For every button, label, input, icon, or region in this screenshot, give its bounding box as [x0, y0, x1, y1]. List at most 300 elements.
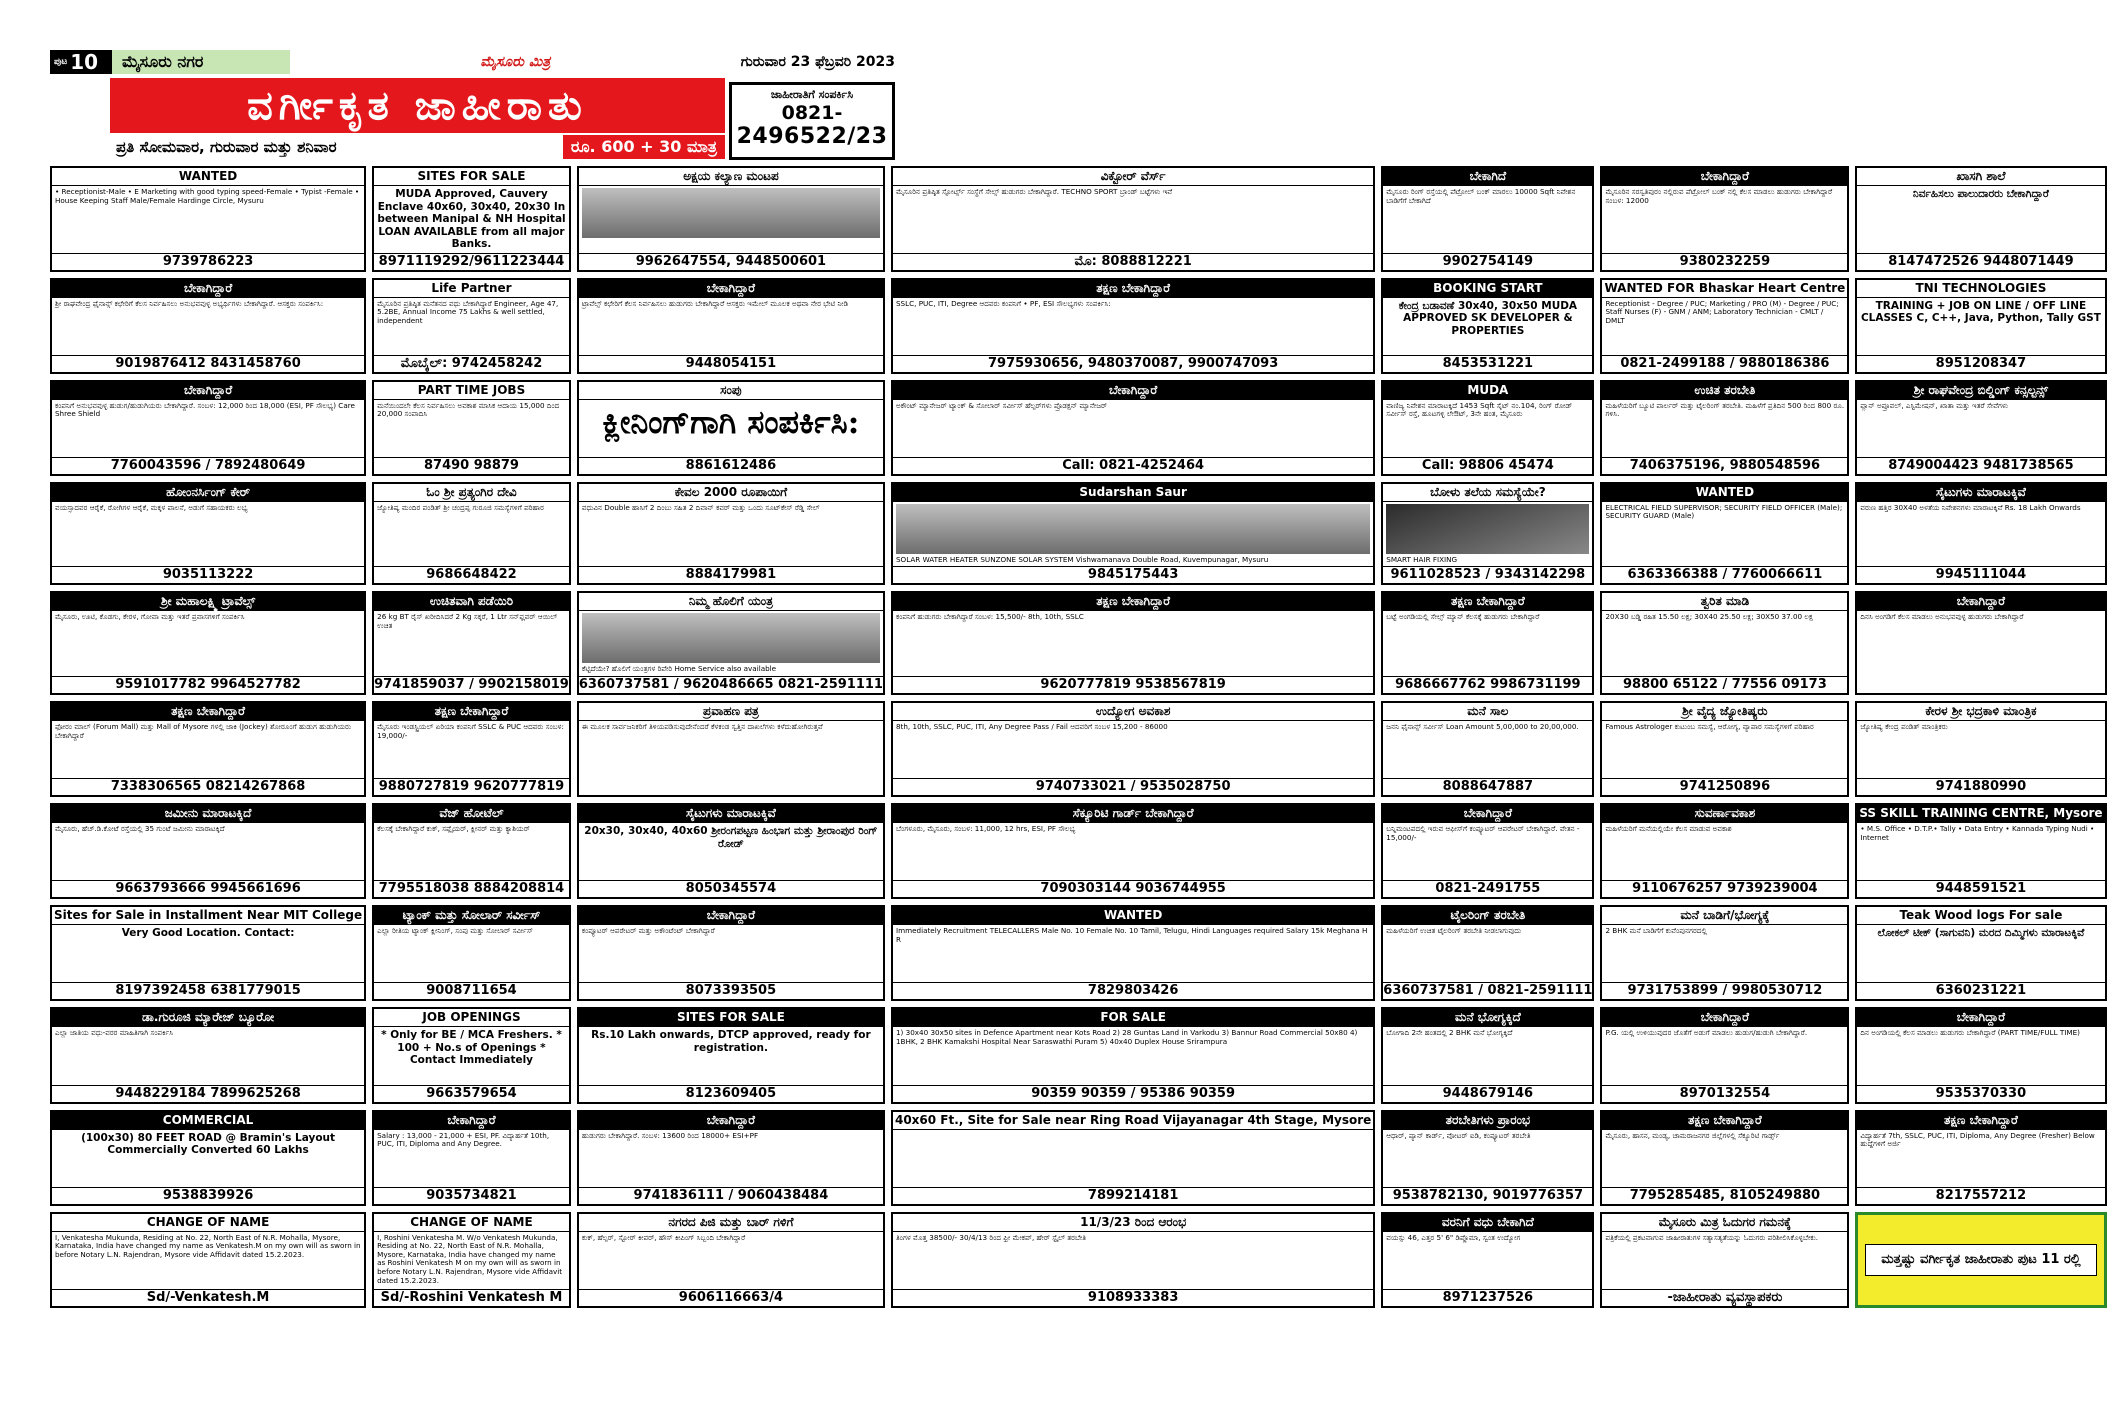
- ad-body: [893, 502, 1373, 567]
- ad-text: 2 BHK ಮನೆ ಬಾಡಿಗೆಗೆ ಕುವೆಂಪುನಗರದಲ್ಲಿ: [1605, 926, 1707, 936]
- ad-heading: BOOKING START: [1383, 280, 1592, 298]
- ad-text: ವಧುವಿನ Double ಹಾಸಿಗೆ 2 ದಿಂಬು ಸಹಿತ 2 ದಿವಾನ್ ಕವರ್ ಮತ್ತು ಒಂದು ಸೂಟ್‌ಕೇಸ್ ರೆಡ್ಡಿ ಸೇಲ್: [581, 502, 820, 512]
- classified-ad: [1381, 482, 1594, 586]
- classified-ad: [1855, 1007, 2106, 1103]
- ad-phone: 9606116663/4: [579, 1289, 883, 1306]
- classified-ad: [1855, 701, 2106, 797]
- ad-body: [1857, 925, 2104, 982]
- ad-heading: WANTED FOR Bhaskar Heart Centre: [1602, 280, 1847, 298]
- ad-heading: ಓಂ ಶ್ರೀ ಪ್ರತ್ಯಂಗಿರ ದೇವಿ: [374, 484, 569, 502]
- ad-text: P.G. ಯಲ್ಲಿ ಉಳಿಯುವುದರ ಜೊತೆಗೆ ಅಡುಗೆ ಮಾಡಲು ಹುಡುಗ/ಹುಡುಗಿ ಬೇಕಾಗಿದ್ದಾರೆ.: [1605, 1028, 1808, 1038]
- ad-phone: 9741880990: [1857, 778, 2104, 795]
- ad-heading: ಕೇವಲ 2000 ರೂಪಾಯಿಗೆ: [579, 484, 883, 502]
- ad-body: [1857, 721, 2104, 778]
- classified-ad: [1381, 905, 1594, 1001]
- ad-body: [893, 925, 1373, 982]
- ad-text: ELECTRICAL FIELD SUPERVISOR; SECURITY FIELD OFFICER (Male); SECURITY GUARD (Male): [1605, 502, 1843, 521]
- ad-phone: 7795285485, 8105249880: [1602, 1187, 1847, 1204]
- masthead-logo: ಮೈಸೂರು ಮಿತ್ರ: [480, 54, 551, 70]
- ad-phone: 9110676257 9739239004: [1602, 880, 1847, 897]
- classified-ad: [1600, 591, 1849, 695]
- classified-ad: [50, 803, 366, 899]
- ad-heading: ಬೋಳು ತಲೆಯ ಸಮಸ್ಯೆಯೇ?: [1383, 484, 1592, 502]
- classified-ad: [1855, 380, 2106, 476]
- classified-ad: [891, 591, 1375, 695]
- ad-body: [893, 400, 1373, 457]
- ad-text: ಪತ್ರಿಕೆಯಲ್ಲಿ ಪ್ರಕಟವಾಗುವ ಜಾಹೀರಾತುಗಳ ಸತ್ಯಾಸತ್ಯತೆಯನ್ನು ಓದುಗರು ಪರಿಶೀಲಿಸಿಕೊಳ್ಳಬೇಕು.: [1605, 1232, 1819, 1242]
- ad-text: ತಿಂಗಳ ಮೊತ್ತ 38500/- 30/4/13 ರಿಂದ ಫ್ರೀ ಮೇಕಪ್, ಹೇರ್ ಸ್ಟೈಲ್ ತರಬೇತಿ: [895, 1232, 1087, 1242]
- ad-text: ಮೈಸೂರಿನ ಸರಸ್ವತಿಪುರಂ ನಲ್ಲಿರುವ ಪೆಟ್ರೋಲ್ ಬಂಕ್ ನಲ್ಲಿ ಕೆಲಸ ಮಾಡಲು ಹುಡುಗರು ಬೇಕಾಗಿದ್ದಾರೆ ಸಂಬಳ: 12000: [1605, 187, 1833, 205]
- ad-phone: 8971237526: [1383, 1289, 1592, 1306]
- ad-phone: 8749004423 9481738565: [1857, 457, 2104, 474]
- ad-text: ಬಟ್ಟೆ ಅಂಗಡಿಯಲ್ಲಿ ಸೇಲ್ಸ್ ಮ್ಯಾನ್ ಕೆಲಸಕ್ಕೆ ಹುಡುಗರು ಬೇಕಾಗಿದ್ದಾರೆ: [1386, 612, 1540, 622]
- ad-text: I, Venkatesha Mukunda, Residing at No. 22, North East of N.R. Mohalla, Mysore, Karnataka, India have changed my name as Venkatesh.M on my own will as sworn in before Notary L.N. Rajendran, Mysore vide Affidavit dated 15.2.2023.: [55, 1232, 361, 1259]
- ad-phone: 8970132554: [1602, 1085, 1847, 1102]
- ad-phone: 8073393505: [579, 982, 883, 999]
- classified-ad: [1381, 803, 1594, 899]
- ad-heading: ವರನಿಗೆ ವಧು ಬೇಕಾಗಿದೆ: [1383, 1214, 1592, 1232]
- classified-ad: [577, 905, 885, 1001]
- ad-body: [1602, 186, 1847, 253]
- contact-number: 2496522/23: [736, 124, 888, 149]
- ad-body: [893, 186, 1373, 253]
- ad-text: ಈ ಮೂಲಕ ಸಾರ್ವಜನಿಕರಿಗೆ ತಿಳಿಯಪಡಿಸುವುದೇನೆಂದರೆ ಕೆಳಕಂಡ ಸ್ವತ್ತಿನ ದಾಖಲೆಗಳು ಕಳೆದುಹೋಗಿರುತ್ತವೆ: [581, 721, 823, 731]
- ad-text: ಹುಡುಗರು ಬೇಕಾಗಿದ್ದಾರೆ. ಸಂಬಳ: 13600 ರಿಂದ 18000+ ESI+PF: [581, 1130, 759, 1140]
- ad-photo: [582, 613, 880, 663]
- ad-phone: 9591017782 9964527782: [52, 676, 364, 693]
- classified-ad: [50, 905, 366, 1001]
- classified-ad: [1600, 1110, 1849, 1206]
- ad-heading: SITES FOR SALE: [374, 168, 569, 186]
- ad-heading: ಸುವರ್ಣಾವಕಾಶ: [1602, 805, 1847, 823]
- ad-text: ಬೆಂಗಳೂರು, ಮೈಸೂರು, ಸಂಬಳ: 11,000, 12 hrs, ESI, PF ಸೌಲಭ್ಯ: [895, 824, 1076, 834]
- ad-heading: ಮನೆ ಭೋಗ್ಯಕ್ಕಿದೆ: [1383, 1009, 1592, 1027]
- ad-text: ಜ್ಯೋತಿಷ್ಯ ಕೇಂದ್ರ ಪಂಡಿತ್ ಮಾಂತ್ರಿಕರು: [1860, 721, 1948, 731]
- ad-phone: 7975930656, 9480370087, 9900747093: [893, 355, 1373, 372]
- classified-ad: [1855, 278, 2106, 374]
- ad-body: [579, 1232, 883, 1289]
- classified-ad: [891, 380, 1375, 476]
- classified-ad: [50, 1110, 366, 1206]
- ad-body: [374, 925, 569, 982]
- ad-text: ಮೈಸೂರು ಇಂಡಸ್ಟ್ರಿಯಲ್ ಏರಿಯಾ ಕಂಪನಿಗೆ SSLC & PUC ಆದವರು ಸಂಬಳ: 19,000/-: [377, 721, 564, 740]
- ad-heading: ಸಂಪು: [579, 382, 883, 400]
- classified-ad: [1855, 905, 2106, 1001]
- ad-text: ದಿನ ಅಂಗಡಿಯಲ್ಲಿ ಕೆಲಸ ಮಾಡಲು ಹುಡುಗರು ಬೇಕಾಗಿದ್ದಾರೆ (PART TIME/FULL TIME): [1860, 1028, 2080, 1038]
- ad-text: ಮೈಸೂರಿನ ಪ್ರತಿಷ್ಠಿತ ಮನೆತನದ ವಧು ಬೇಕಾಗಿದ್ದಾರೆ Engineer, Age 47, 5.2BE, Annual Income 75 Lakhs & well settled, independent: [377, 298, 559, 325]
- ad-text: ಕಂಪನಿಗೆ ಅನುಭವವುಳ್ಳ ಹುಡುಗ/ಹುಡುಗಿಯರು ಬೇಕಾಗಿದ್ದಾರೆ. ಸಂಬಳ: 12,000 ರಿಂದ 18,000 (ESI, PF ಸೌಲಭ್ಯ) Care Shree Shield: [55, 400, 355, 419]
- ad-text: ವರುಣ ಹತ್ತಿರ 30X40 ಅಳತೆಯ ನಿವೇಶನಗಳು ಮಾರಾಟಕ್ಕಿವೆ Rs. 18 Lakh Onwards: [1860, 502, 2081, 512]
- ad-heading: ಬೇಕಾಗಿದ್ದಾರೆ: [1602, 168, 1847, 186]
- ad-heading: TNI TECHNOLOGIES: [1857, 280, 2104, 298]
- classified-ad: [1381, 278, 1594, 374]
- ad-text: ಕಂಪನಿಗೆ ಹುಡುಗರು ಬೇಕಾಗಿದ್ದಾರೆ ಸಂಬಳ: 15,500/- 8th, 10th, SSLC: [895, 612, 1084, 622]
- classified-ad: [50, 1007, 366, 1103]
- ad-text: ಮೈಸೂರು, ಹೆಚ್.ಡಿ.ಕೋಟೆ ರಸ್ತೆಯಲ್ಲಿ 35 ಗುಂಟೆ ಜಮೀನು ಮಾರಾಟಕ್ಕಿದೆ: [55, 824, 225, 834]
- ad-heading: ಖಾಸಗಿ ಶಾಲೆ: [1857, 168, 2104, 186]
- ad-body: [374, 400, 569, 457]
- classified-ad: [1600, 1212, 1849, 1308]
- page-number: 10: [70, 50, 99, 74]
- ad-heading: ಬೇಕಾಗಿದ್ದಾರೆ: [579, 907, 883, 925]
- ad-phone: 8861612486: [579, 457, 883, 474]
- ad-body: [1857, 186, 2104, 253]
- ad-body: [1383, 611, 1592, 676]
- ad-phone: 87490 98879: [374, 457, 569, 474]
- ad-body: [1602, 721, 1847, 778]
- ad-body: [52, 400, 364, 457]
- ad-heading: FOR SALE: [893, 1009, 1373, 1027]
- ad-heading: ಉಚಿತವಾಗಿ ಪಡೆಯಿರಿ: [374, 593, 569, 611]
- ad-phone: 6360231221: [1857, 982, 2104, 999]
- ad-phone: 8971119292/9611223444: [374, 253, 569, 270]
- ad-text: * Only for BE / MCA Freshers. * 100 + No.s of Openings * Contact Immediately: [381, 1029, 562, 1067]
- ad-text: ಮೈಸೂರು, ಹಾಸನ, ಮಂಡ್ಯ, ಚಾಮರಾಜನಗರ ಜಿಲ್ಲೆಗಳಲ್ಲಿ ಸೆಕ್ಯೂರಿಟಿ ಗಾರ್ಡ್ಸ್: [1605, 1130, 1780, 1140]
- ad-heading: ಶ್ರೀ ಮಹಾಲಕ್ಷ್ಮಿ ಟ್ರಾವೆಲ್ಸ್: [52, 593, 364, 611]
- ad-body: [579, 611, 883, 676]
- ad-heading: ಮನೆ ಬಾಡಿಗೆ/ಭೋಗ್ಯಕ್ಕೆ: [1602, 907, 1847, 925]
- classified-ad: [50, 482, 366, 586]
- ad-heading: Life Partner: [374, 280, 569, 298]
- ad-body: [1857, 1027, 2104, 1084]
- ad-phone: Call: 0821-4252464: [893, 457, 1373, 474]
- ad-heading: ಸೆಕ್ಯೂರಿಟಿ ಗಾರ್ಡ್ ಬೇಕಾಗಿದ್ದಾರೆ: [893, 805, 1373, 823]
- classified-ad: [1381, 1212, 1594, 1308]
- ad-text: 20X30 ಬಡ್ಡಿ ರಹಿತ 15.50 ಲಕ್ಷ; 30X40 25.50 ಲಕ್ಷ; 30X50 37.00 ಲಕ್ಷ: [1605, 612, 1813, 622]
- ad-text: ಜನನಿ ಫೈನಾನ್ಸ್ ಸರ್ವೀಸ್ Loan Amount 5,00,000 to 20,00,000.: [1386, 721, 1579, 731]
- classified-ad: [577, 1007, 885, 1103]
- ad-text: ಮಹಿಳೆಯರಿಗೆ ಉಚಿತ ಟೈಲರಿಂಗ್ ತರಬೇತಿ ನೀಡಲಾಗುವುದು: [1386, 926, 1522, 936]
- ad-heading: ಸೈಟುಗಳು ಮಾರಾಟಕ್ಕಿವೆ: [1857, 484, 2104, 502]
- ad-heading: ಡಾ.ಗುರೂಜಿ ಮ್ಯಾರೇಜ್ ಬ್ಯೂರೋ: [52, 1009, 364, 1027]
- ad-body: [1602, 400, 1847, 457]
- ad-phone: 6360737581 / 0821-2591111: [1383, 983, 1593, 999]
- ad-phone: 9731753899 / 9980530712: [1602, 982, 1847, 999]
- ad-heading: ಸೈಟುಗಳು ಮಾರಾಟಕ್ಕಿವೆ: [579, 805, 883, 823]
- ad-text: SOLAR WATER HEATER SUNZONE SOLAR SYSTEM Vishwamanava Double Road, Kuvempunagar, Mysuru: [895, 554, 1269, 564]
- ad-body: [1602, 298, 1847, 355]
- ad-text: ಕುಕ್, ಹೆಲ್ಪರ್, ಸ್ಟೋರ್ ಕೀಪರ್, ಹೌಸ್ ಕೀಪಿಂಗ್ ಸಿಬ್ಬಂದಿ ಬೇಕಾಗಿದ್ದಾರೆ: [581, 1232, 746, 1242]
- ad-phone: 98800 65122 / 77556 09173: [1602, 676, 1847, 693]
- ad-body: [1602, 1232, 1847, 1289]
- ad-heading: ಉದ್ಯೋಗ ಅವಕಾಶ: [893, 703, 1373, 721]
- section-banner: ವರ್ಗೀಕೃತ ಜಾಹೀರಾತು: [110, 78, 725, 133]
- ad-phone: Sd/-Roshini Venkatesh M: [374, 1289, 569, 1306]
- classified-ad: [372, 166, 571, 272]
- ad-phone: 8453531221: [1383, 355, 1592, 372]
- ad-text: ಫೋರಂ ಮಾಲ್ (Forum Mall) ಮತ್ತು Mall of Mysore ಗಳಲ್ಲಿ ಜಾಕಿ (Jockey) ಶೋರೂಂಗೆ ಹುಡುಗ ಹುಡುಗಿಯರು ಬೇಕಾಗಿದ್ದಾರೆ: [55, 721, 352, 740]
- ad-phone: Call: 98806 45474: [1383, 457, 1592, 474]
- ad-phone: 9108933383: [893, 1289, 1373, 1306]
- classified-ad: [1600, 380, 1849, 476]
- ad-text: ಕ್ಲೀನಿಂಗ್‌ಗಾಗಿ ಸಂಪರ್ಕಿಸಿ:: [602, 402, 860, 441]
- ad-heading: ಜಮೀನು ಮಾರಾಟಕ್ಕಿದೆ: [52, 805, 364, 823]
- ad-heading: Sudarshan Saur: [893, 484, 1373, 502]
- ad-body: [1383, 1027, 1592, 1084]
- ad-phone: 7795518038 8884208814: [374, 880, 569, 897]
- ad-body: [893, 721, 1373, 778]
- classified-ad: [891, 278, 1375, 374]
- classified-ad: [891, 482, 1375, 586]
- ad-body: [893, 1130, 1373, 1187]
- ad-body: [374, 611, 569, 676]
- classified-ad: [577, 380, 885, 476]
- schedule-line: [110, 135, 725, 159]
- classified-ad: [372, 1007, 571, 1103]
- ad-heading: ಬೇಕಾಗಿದ್ದಾರೆ: [52, 382, 364, 400]
- ad-text: Receptionist - Degree / PUC; Marketing / PRO (M) - Degree / PUC; Staff Nurses (F) - GNM / ANM; Laboratory Technician - CMLT / DMLT: [1605, 298, 1839, 325]
- classified-ad: [1381, 166, 1594, 272]
- ad-text: ಮೈಸೂರು ರಿಂಗ್ ರಸ್ತೆಯಲ್ಲಿ ಪೆಟ್ರೋಲ್ ಬಂಕ್ ಮಾರಲು 10000 Sqft ನಿವೇಶನ ಬಾಡಿಗೆಗೆ ಬೇಕಾಗಿದೆ: [1386, 187, 1576, 205]
- ad-heading: ಬೇಕಾಗಿದ್ದಾರೆ: [1383, 805, 1592, 823]
- ad-text: ಬನ್ನಿಮಂಟಪದಲ್ಲಿ ಇರುವ ಆಫೀಸ್‌ಗೆ ಕಂಪ್ಯೂಟರ್ ಆಪರೇಟರ್ ಬೇಕಾಗಿದ್ದಾರೆ. ವೇತನ - 15,000/-: [1386, 824, 1580, 842]
- ad-heading: ಟ್ಯಾಂಕ್ ಮತ್ತು ಸೋಲಾರ್ ಸರ್ವೀಸ್: [374, 907, 569, 925]
- ad-text: MUDA Approved, Cauvery Enclave 40x60, 30x40, 20x30 In between Manipal & NH Hospital LOAN AVAILABLE from all major Banks.: [377, 188, 566, 250]
- ad-text: ವಯಸ್ಸಾದವರ ಆರೈಕೆ, ರೋಗಿಗಳ ಆರೈಕೆ, ಮಕ್ಕಳ ಪಾಲನೆ, ಅಡುಗೆ ಸಹಾಯಕರು ಲಭ್ಯ: [55, 502, 248, 512]
- ad-phone: 9538782130, 9019776357: [1383, 1187, 1592, 1204]
- ad-body: [1602, 1130, 1847, 1187]
- ad-heading: ಮನೆ ಸಾಲ: [1383, 703, 1592, 721]
- ad-heading: WANTED: [1602, 484, 1847, 502]
- ad-heading: ಬೇಕಾಗಿದೆ: [1383, 168, 1592, 186]
- classified-ad: [50, 701, 366, 797]
- ad-body: [893, 1027, 1373, 1084]
- ad-heading: ವೆಜ್ ಹೋಟೆಲ್: [374, 805, 569, 823]
- classified-ad: [891, 1212, 1375, 1308]
- classified-ad: [372, 905, 571, 1001]
- ad-body: [579, 298, 883, 355]
- classified-ad: [372, 278, 571, 374]
- ad-body: [374, 1027, 569, 1084]
- classified-ad: [372, 701, 571, 797]
- classified-ad: [50, 166, 366, 272]
- classified-ad: [372, 482, 571, 586]
- ad-body: [579, 925, 883, 982]
- ad-text: (100x30) 80 FEET ROAD @ Bramin's Layout Commercially Converted 60 Lakhs: [81, 1131, 336, 1157]
- ad-heading: ತರಬೇತಿಗಳು ಪ್ರಾರಂಭ: [1383, 1112, 1592, 1130]
- classified-ad: [1600, 1007, 1849, 1103]
- ad-heading: COMMERCIAL: [52, 1112, 364, 1130]
- ad-heading: SS SKILL TRAINING CENTRE, Mysore: [1857, 805, 2104, 823]
- classified-ad: [1855, 1212, 2106, 1308]
- ad-body: [1383, 400, 1592, 457]
- classified-ad: [50, 380, 366, 476]
- ad-body: [1858, 1215, 2103, 1305]
- ad-heading: SITES FOR SALE: [579, 1009, 883, 1027]
- ad-phone: 7829803426: [893, 982, 1373, 999]
- classified-ad: [1600, 701, 1849, 797]
- classified-ad: [50, 278, 366, 374]
- ad-heading: ತಕ್ಷಣ ಬೇಕಾಗಿದ್ದಾರೆ: [893, 593, 1373, 611]
- classified-ad: [1600, 166, 1849, 272]
- ad-phone: 9535370330: [1857, 1085, 2104, 1102]
- ad-phone: 9902754149: [1383, 253, 1592, 270]
- ad-text: ಬೋಗಾದಿ 2ನೇ ಹಂತದಲ್ಲಿ 2 BHK ಮನೆ ಭೋಗ್ಯಕ್ಕಿದೆ: [1386, 1028, 1513, 1038]
- ad-body: [1602, 611, 1847, 676]
- ad-phone: 90359 90359 / 95386 90359: [893, 1085, 1373, 1102]
- classified-ad: [577, 482, 885, 586]
- ad-phone: 7338306565 08214267868: [52, 778, 364, 795]
- ad-text: ವಯಸ್ಸು 46, ಎತ್ತರ 5' 6" ಡಿಪ್ಲೊಮಾ, ಸ್ವಂತ ಉದ್ಯೋಗ: [1386, 1232, 1521, 1242]
- ad-photo: [1386, 504, 1589, 554]
- classified-ad: [577, 591, 885, 695]
- ad-heading: ಶ್ರೀ ರಾಘವೇಂದ್ರ ಬಿಲ್ಡಿಂಗ್ ಕನ್ಸಲ್ಟನ್ಸ್: [1857, 382, 2104, 400]
- classified-ad: [1600, 482, 1849, 586]
- ad-body: [579, 186, 883, 253]
- publish-days: ಪ್ರತಿ ಸೋಮವಾರ, ಗುರುವಾರ ಮತ್ತು ಶನಿವಾರ: [116, 138, 337, 156]
- continued-notice: ಮತ್ತಷ್ಟು ವರ್ಗೀಕೃತ ಜಾಹೀರಾತು ಪುಟ 11 ರಲ್ಲಿ: [1865, 1244, 2096, 1276]
- ad-heading: ಉಚಿತ ತರಬೇತಿ: [1602, 382, 1847, 400]
- ad-text: ಜ್ಯೋತಿಷ್ಯ ಮಂದಿರ ಪಂಡಿತ್ ಶ್ರೀ ಚಂದ್ರಪ್ಪ ಗುರೂಜಿ ಸಮಸ್ಯೆಗಳಿಗೆ ಪರಿಹಾರ: [377, 502, 544, 512]
- classified-ad: [891, 1110, 1375, 1206]
- ad-text: TRAINING + JOB ON LINE / OFF LINE CLASSES C, C++, Java, Python, Tally GST: [1860, 299, 2101, 324]
- ad-heading: ಬೇಕಾಗಿದ್ದಾರೆ: [52, 280, 364, 298]
- ad-phone: 7090303144 9036744955: [893, 880, 1373, 897]
- ad-body: [1383, 721, 1592, 778]
- ad-heading: Sites for Sale in Installment Near MIT College: [52, 907, 364, 925]
- ad-text: ವಾಣಿಜ್ಯ ನಿವೇಶನ ಮಾರಾಟಕ್ಕಿದೆ 1453 Sqft ಸೈಟ್ ನಂ.104, ರಿಂಗ್ ರೋಡ್ ಸರ್ವೀಸ್ ರಸ್ತೆ, ಹೂಟಗಳ್ಳಿ ಲೇಔಟ್, 3ನೇ ಹಂತ, ಮೈಸೂರು: [1386, 400, 1573, 419]
- ad-phone: 9008711654: [374, 982, 569, 999]
- classified-ad: [372, 1110, 571, 1206]
- ad-phone: 8884179981: [579, 566, 883, 583]
- ad-heading: PART TIME JOBS: [374, 382, 569, 400]
- ad-heading: ನಿಮ್ಮ ಹೊಲಿಗೆ ಯಂತ್ರ: [579, 593, 883, 611]
- ad-heading: ಬೇಕಾಗಿದ್ದಾರೆ: [579, 1112, 883, 1130]
- ad-phone: -ಜಾಹೀರಾತು ವ್ಯವಸ್ಥಾಪಕರು: [1602, 1289, 1847, 1306]
- classified-ad: [1855, 482, 2106, 586]
- ad-text: ಟ್ರಾವೆಲ್ಸ್ ಕಛೇರಿಗೆ ಕೆಲಸ ನಿರ್ವಹಿಸಲು ಹುಡುಗರು ಬೇಕಾಗಿದ್ದಾರೆ ಆಸಕ್ತರು ಇಮೇಲ್ ಮೂಲಕ ಅಥವಾ ನೇರ ಭೇಟಿ ನೀಡಿ: [581, 298, 849, 308]
- ad-phone: 9035113222: [52, 566, 364, 583]
- ad-heading: ತಕ್ಷಣ ಬೇಕಾಗಿದ್ದಾರೆ: [52, 703, 364, 721]
- ad-text: ಕೆಟ್ಟಿದೆಯೇ? ಹೊಲಿಗೆ ಯಂತ್ರಗಳ ರಿಪೇರಿ Home Service also available: [581, 664, 777, 674]
- ad-body: [579, 721, 883, 795]
- ad-phone: 9880727819 9620777819: [374, 778, 569, 795]
- classified-ad: [1855, 166, 2106, 272]
- ad-text: ಮಹಿಳೆಯರಿಗೆ ಮನೆಯಲ್ಲಿಯೇ ಕೆಲಸ ಮಾಡುವ ಅವಕಾಶ: [1605, 824, 1732, 834]
- ad-text: ಪ್ಲಾನ್ ಅಪ್ರೂವಲ್, ಎಸ್ಟಿಮೇಷನ್, ಖಾತಾ ಮತ್ತು ಇತರೆ ಸೇವೆಗಳು: [1860, 400, 2009, 410]
- ad-heading: ಮೈಸೂರು ಮಿತ್ರ ಓದುಗರ ಗಮನಕ್ಕೆ: [1602, 1214, 1847, 1232]
- ad-text: ಕೆಲಸಕ್ಕೆ ಬೇಕಾಗಿದ್ದಾರೆ ಕುಕ್, ಸಪ್ಲೈಯರ್, ಕ್ಲೀನರ್ ಮತ್ತು ಕ್ಯಾಶಿಯರ್: [377, 824, 530, 834]
- ad-body: [52, 721, 364, 778]
- classified-ad: [372, 380, 571, 476]
- ad-text: ಮೈಸೂರು, ಊಟಿ, ಕೊಡಗು, ಕೇರಳ, ಗೋವಾ ಮತ್ತು ಇತರೆ ಪ್ರವಾಸಗಳಿಗೆ ಸಂಪರ್ಕಿಸಿ: [55, 612, 245, 622]
- ad-heading: ನಗರದ ಪಿಜಿ ಮತ್ತು ಬಾರ್ ಗಳಿಗೆ: [579, 1214, 883, 1232]
- ad-body: [893, 1232, 1373, 1289]
- ad-body: [52, 823, 364, 880]
- classified-ad: [1600, 278, 1849, 374]
- ad-body: [374, 186, 569, 253]
- ad-body: [374, 298, 569, 355]
- ad-body: [1602, 823, 1847, 880]
- ad-phone: 8123609405: [579, 1085, 883, 1102]
- ad-phone: 9962647554, 9448500601: [579, 253, 883, 270]
- ad-body: [1602, 1027, 1847, 1084]
- ad-text: ವಿದ್ಯಾರ್ಹತೆ 7th, SSLC, PUC, ITI, Diploma, Any Degree (Fresher) Below ಹುದ್ದೆಗಳಿಗೆ ಅರ್ಜಿ: [1860, 1130, 2095, 1149]
- ad-body: [579, 502, 883, 567]
- ad-text: ಮಹಿಳೆಯರಿಗೆ ಬ್ಯೂಟಿ ಪಾರ್ಲರ್ ಮತ್ತು ಟೈಲರಿಂಗ್ ತರಬೇತಿ. ಮಹಿಳೆಗೆ ಪ್ರತಿದಿನ 500 ರಿಂದ 800 ರೂ. ಗಳಿಸಿ.: [1605, 400, 1845, 419]
- contact-box: [729, 82, 895, 160]
- ad-text: SSLC, PUC, ITI, Degree ಆದವರು ಕಂಪನಿಗೆ • PF, ESI ಸೌಲಭ್ಯಗಳು ಸಂಪರ್ಕಿಸಿ:: [895, 298, 1111, 308]
- ad-heading: MUDA: [1383, 382, 1592, 400]
- ad-text: 1) 30x40 30x50 sites in Defence Apartment near Kots Road 2) 28 Guntas Land in Varkodu 3) Bannur Road Commercial 50x80 4) 1BHK, 2 BHK Kamakshi Hospital Near Saraswathi Puram 5) 40x40 Duplex House Srirampura: [895, 1028, 1358, 1046]
- ad-body: [579, 1027, 883, 1084]
- ad-body: [52, 1027, 364, 1084]
- ad-heading: ತ್ವರಿತ ಮಾಡಿ: [1602, 593, 1847, 611]
- ad-heading: WANTED: [893, 907, 1373, 925]
- ad-heading: CHANGE OF NAME: [52, 1214, 364, 1232]
- ad-phone: 9448054151: [579, 355, 883, 372]
- ad-body: [893, 823, 1373, 880]
- ad-phone: 8147472526 9448071449: [1857, 253, 2104, 270]
- ad-text: Rs.10 Lakh onwards, DTCP approved, ready for registration.: [591, 1029, 871, 1054]
- ad-phone: 9686648422: [374, 566, 569, 583]
- ad-phone: 9448591521: [1857, 880, 2104, 897]
- ad-text: SMART HAIR FIXING: [1386, 554, 1458, 564]
- ad-body: [52, 186, 364, 253]
- ad-text: ನಿರ್ವಹಿಸಲು ಪಾಲುದಾರರು ಬೇಕಾಗಿದ್ದಾರೆ: [1912, 188, 2049, 200]
- classified-ad: [1381, 1007, 1594, 1103]
- ad-heading: ಬೇಕಾಗಿದ್ದಾರೆ: [1857, 1009, 2104, 1027]
- ad-text: • Receptionist-Male • E Marketing with good typing speed-Female • Typist -Female • House Keeping Staff Male/Female Hardinge Circle, Mysuru: [55, 187, 360, 205]
- ad-body: [1602, 502, 1847, 567]
- top-bar: [50, 50, 895, 74]
- classified-ad: [891, 166, 1375, 272]
- ad-text: 8th, 10th, SSLC, PUC, ITI, Any Degree Pass / Fail ಆದವರಿಗೆ ಸಂಬಳ 15,200 - 86000: [895, 721, 1168, 731]
- ad-text: • M.S. Office • D.T.P.• Tally • Data Entry • Kannada Typing Nudi • Internet: [1860, 824, 2095, 842]
- ad-body: [1383, 502, 1592, 567]
- ad-phone: 9035734821: [374, 1187, 569, 1204]
- classified-ad: [1381, 591, 1594, 695]
- classified-ad: [577, 1110, 885, 1206]
- ad-phone: 9845175443: [893, 566, 1373, 583]
- ad-body: [893, 298, 1373, 355]
- ad-body: [52, 1130, 364, 1187]
- ad-phone: 8050345574: [579, 880, 883, 897]
- ad-heading: ಕೇರಳ ಶ್ರೀ ಭದ್ರಕಾಳಿ ಮಾಂತ್ರಿಕ: [1857, 703, 2104, 721]
- ad-phone: 7406375196, 9880548596: [1602, 457, 1847, 474]
- ad-body: [52, 502, 364, 567]
- ad-heading: ಬೇಕಾಗಿದ್ದಾರೆ: [579, 280, 883, 298]
- ad-body: [579, 1130, 883, 1187]
- ad-price: ರೂ. 600 + 30 ಮಾತ್ರ: [563, 135, 725, 159]
- ad-phone: ಮೊ: 8088812221: [893, 253, 1373, 270]
- ad-body: [374, 823, 569, 880]
- classified-ad: [891, 803, 1375, 899]
- ad-body: [1383, 823, 1592, 880]
- classified-ad: [1600, 905, 1849, 1001]
- page-prefix: ಪುಟ: [54, 57, 68, 67]
- ad-heading: ತಕ್ಷಣ ಬೇಕಾಗಿದ್ದಾರೆ: [1383, 593, 1592, 611]
- ad-heading: CHANGE OF NAME: [374, 1214, 569, 1232]
- ad-text: ಮನೆಯಿಂದಲೇ ಕೆಲಸ ನಿರ್ವಹಿಸಲು ಅವಕಾಶ ಮಾಸಿಕ ಆದಾಯ 15,000 ದಿಂದ 20,000 ಸಂಪಾದಿಸಿ: [377, 400, 560, 419]
- ad-phone: 0821-2491755: [1383, 880, 1592, 897]
- ad-phone: 9741859037 / 9902158019: [374, 676, 569, 692]
- ad-phone: Sd/-Venkatesh.M: [52, 1289, 364, 1306]
- ad-phone: 9448229184 7899625268: [52, 1085, 364, 1102]
- ad-text: ಕೇಂದ್ರ ಬಡಾವಣೆ 30x40, 30x50 MUDA APPROVED SK DEVELOPER & PROPERTIES: [1398, 299, 1578, 337]
- classified-ad: [891, 1007, 1375, 1103]
- ad-phone: 8088647887: [1383, 778, 1592, 795]
- ad-text: Immediately Recruitment TELECALLERS Male No. 10 Female No. 10 Tamil, Telugu, Hindi Languages required Salary 15k Meghana H R: [895, 926, 1368, 944]
- ad-text: ದಿನಸಿ ಅಂಗಡಿಗೆ ಕೆಲಸ ಮಾಡಲು ಅನುಭವವುಳ್ಳ ಹುಡುಗರು ಬೇಕಾಗಿದ್ದಾರೆ: [1860, 612, 2024, 622]
- classified-ad: [50, 1212, 366, 1308]
- classified-ad: [891, 701, 1375, 797]
- ad-body: [579, 823, 883, 880]
- issue-date: ಗುರುವಾರ 23 ಫೆಬ್ರವರಿ 2023: [740, 54, 895, 70]
- ad-text: 20x30, 30x40, 40x60 ಶ್ರೀರಂಗಪಟ್ಟಣ ಹಿಂಭಾಗ ಮತ್ತು ಶ್ರೀರಾಂಪುರ ರಿಂಗ್ ರೋಡ್: [584, 825, 878, 850]
- ad-heading: ಪ್ರವಾಹಣ ಪತ್ರ: [579, 703, 883, 721]
- ad-body: [52, 611, 364, 676]
